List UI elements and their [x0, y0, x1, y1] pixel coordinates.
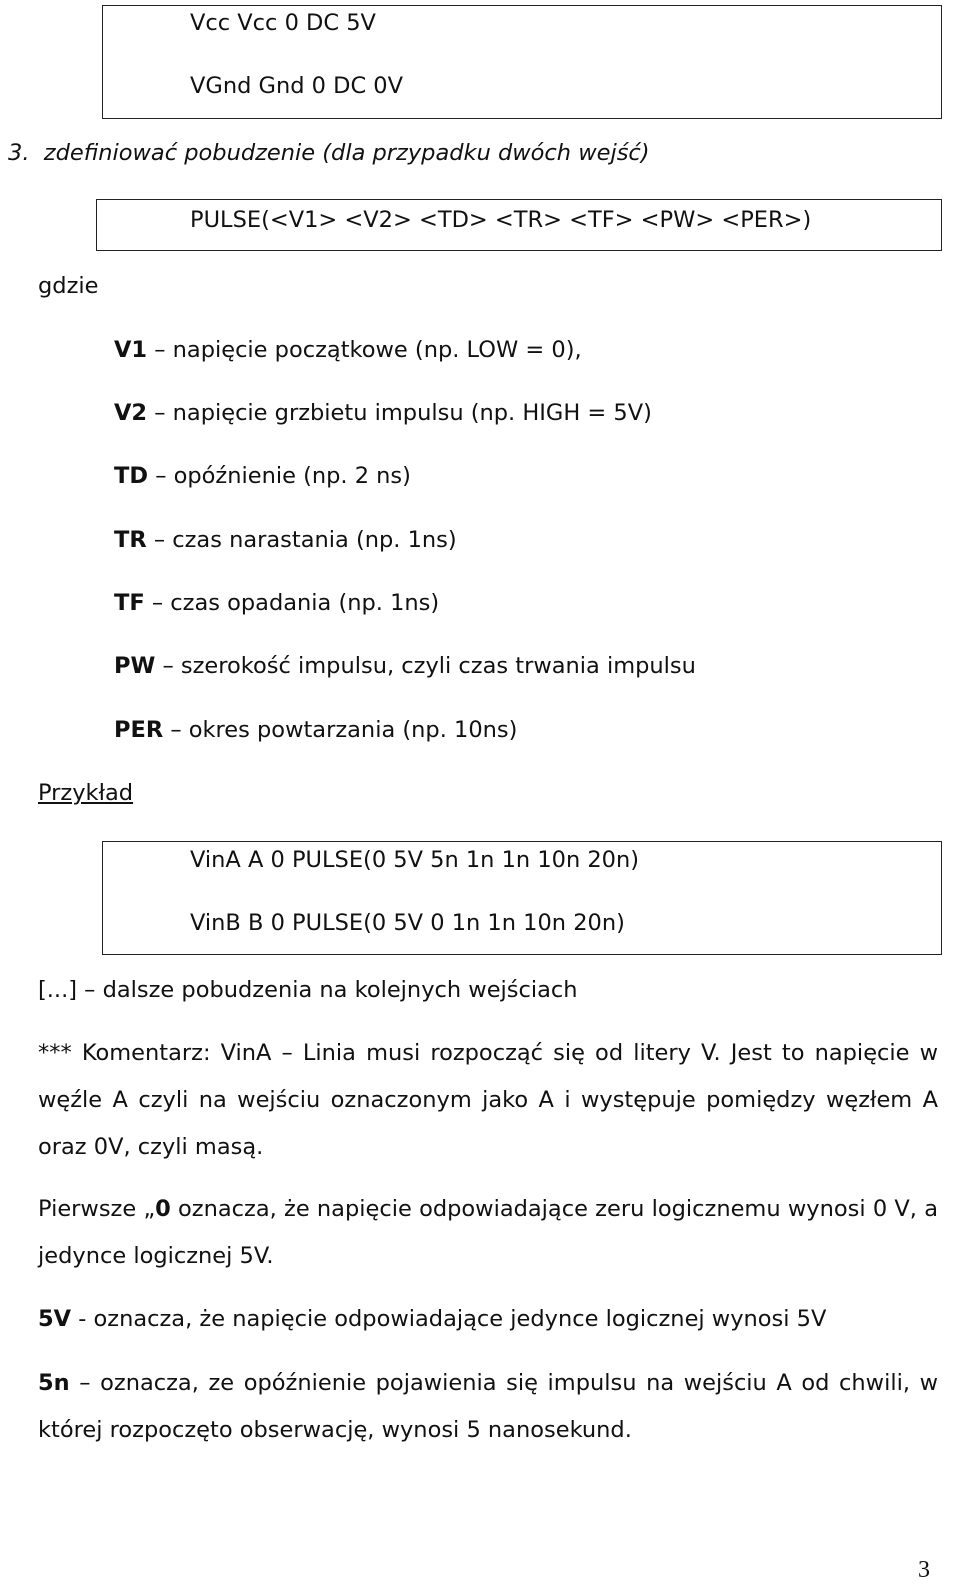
param-tr: TR – czas narastania (np. 1ns): [114, 527, 457, 553]
param-td: TD – opóźnienie (np. 2 ns): [114, 463, 411, 489]
param-desc: opóźnienie (np. 2 ns): [173, 463, 411, 489]
step-3-heading: [8, 139, 650, 167]
pulse-syntax: PULSE(<V1> <V2> <TD> <TR> <TF> <PW> <PER>): [190, 207, 812, 233]
step-text: zdefiniować pobudzenie (dla przypadku dwóch wejść): [43, 140, 650, 166]
paragraph-5v: 5V - oznacza, że napięcie odpowiadające jedynce logicznej wynosi 5V: [38, 1306, 827, 1332]
param-desc: czas narastania (np. 1ns): [172, 527, 457, 553]
bold-term: 0: [155, 1196, 171, 1222]
param-term: V2: [114, 400, 148, 426]
param-v1: V1 – napięcie początkowe (np. LOW = 0),: [114, 337, 582, 363]
param-term: TF: [114, 590, 145, 616]
param-tf: TF – czas opadania (np. 1ns): [114, 590, 440, 616]
page-number: 3: [918, 1557, 930, 1583]
bold-term: 5V: [38, 1306, 72, 1332]
code-line-vgnd: VGnd Gnd 0 DC 0V: [190, 73, 404, 99]
param-desc: napięcie grzbietu impulsu (np. HIGH = 5V): [172, 400, 652, 426]
param-v2: V2 – napięcie grzbietu impulsu (np. HIGH = 5V): [114, 400, 652, 426]
where-label: gdzie: [38, 273, 99, 299]
more-excitations-line: [...] – dalsze pobudzenia na kolejnych wejściach: [38, 977, 578, 1003]
param-term: PER: [114, 717, 164, 743]
param-desc: napięcie początkowe (np. LOW = 0),: [172, 337, 582, 363]
code-line-vina: VinA A 0 PULSE(0 5V 5n 1n 1n 10n 20n): [190, 847, 640, 873]
param-term: TR: [114, 527, 147, 553]
param-per: PER – okres powtarzania (np. 10ns): [114, 717, 518, 743]
code-line-vinb: VinB B 0 PULSE(0 5V 0 1n 1n 10n 20n): [190, 910, 625, 936]
param-desc: okres powtarzania (np. 10ns): [188, 717, 518, 743]
example-label: Przykład: [38, 780, 134, 806]
param-term: PW: [114, 653, 156, 679]
paragraph-5n: 5n – oznacza, ze opóźnienie pojawienia się impulsu na wejściu A od chwili, w której rozpoczęto obserwację, wynosi 5 nanosekund.: [38, 1370, 938, 1443]
comment-paragraph: *** Komentarz: VinA – Linia musi rozpocząć się od litery V. Jest to napięcie w węźle A czyli na wejściu oznaczonym jako A i występuje pomiędzy węzłem A oraz 0V, czyli masą.: [38, 1040, 938, 1160]
param-desc: czas opadania (np. 1ns): [170, 590, 440, 616]
param-term: TD: [114, 463, 149, 489]
step-number: 3.: [8, 140, 30, 166]
param-term: V1: [114, 337, 148, 363]
param-pw: PW – szerokość impulsu, czyli czas trwania impulsu: [114, 653, 696, 679]
bold-term: 5n: [38, 1370, 70, 1396]
code-line-vcc: Vcc Vcc 0 DC 5V: [190, 10, 376, 36]
paragraph-first-zero: Pierwsze „0 oznacza, że napięcie odpowiadające zeru logicznemu wynosi 0 V, a jedynce logicznej 5V.: [38, 1196, 938, 1269]
param-desc: szerokość impulsu, czyli czas trwania impulsu: [180, 653, 696, 679]
